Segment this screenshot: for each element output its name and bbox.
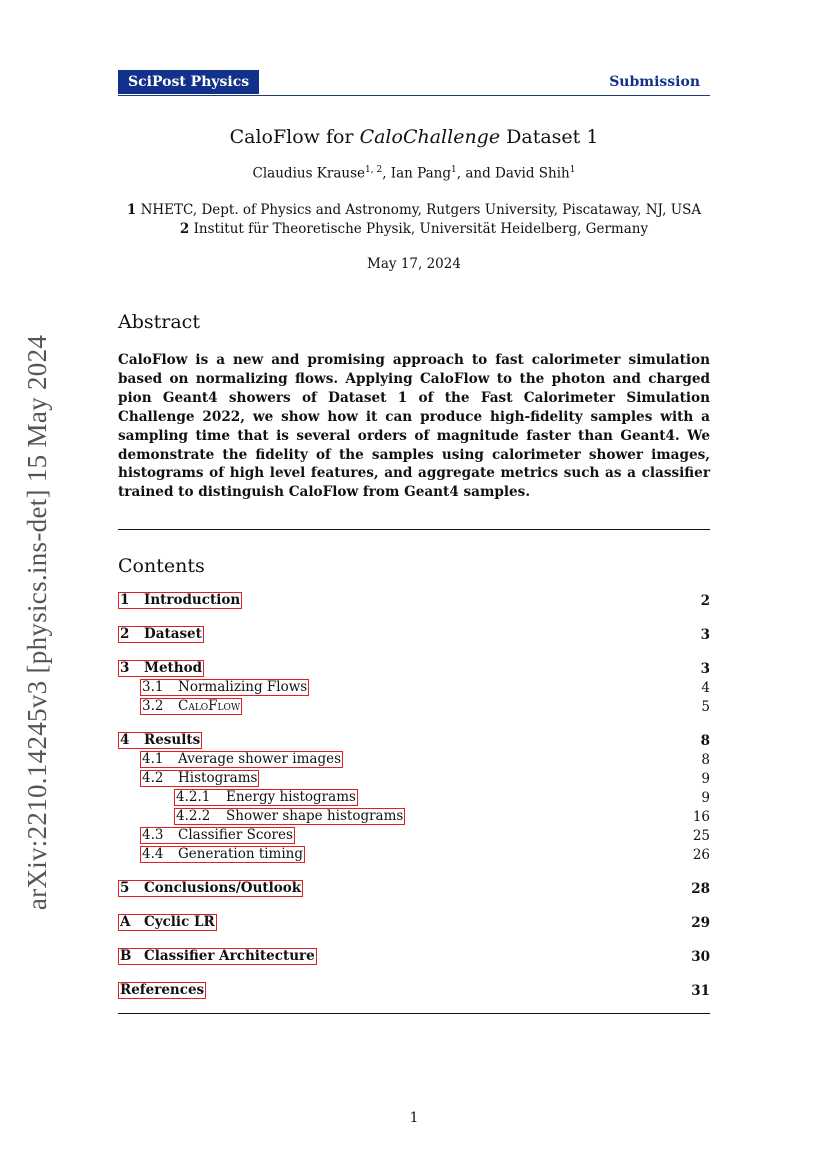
toc-entry xyxy=(118,789,710,807)
toc-link[interactable] xyxy=(174,789,358,806)
toc-label: Conclusions/Outlook xyxy=(144,880,302,896)
toc-label: Method xyxy=(144,660,203,676)
toc-number: 1 xyxy=(120,592,130,608)
affiliation-number: 2 xyxy=(179,221,190,237)
toc-entry xyxy=(118,626,710,644)
toc-number: 3.2 xyxy=(142,698,164,714)
title-part-1: CaloFlow for xyxy=(229,126,360,148)
author-separator: , and xyxy=(456,165,496,182)
toc-link[interactable] xyxy=(140,770,259,787)
toc-link[interactable] xyxy=(140,827,295,844)
submission-label: Submission xyxy=(609,74,700,90)
toc-page-number: 8 xyxy=(701,752,710,768)
page-header xyxy=(118,70,710,96)
divider xyxy=(118,1013,710,1014)
author-list xyxy=(118,165,710,182)
toc-page-number: 31 xyxy=(691,983,710,999)
arxiv-stamp xyxy=(20,322,56,922)
toc-entry xyxy=(118,880,710,898)
title-italic: CaloChallenge xyxy=(359,126,501,148)
toc-label: Introduction xyxy=(144,592,241,608)
paper-date: May 17, 2024 xyxy=(367,256,461,272)
toc-entry xyxy=(118,698,710,716)
author-separator: , xyxy=(382,165,391,182)
toc-number: 4.3 xyxy=(142,827,164,843)
toc-entry xyxy=(118,914,710,932)
journal-name: SciPost Physics xyxy=(118,70,259,94)
affiliation-text: Institut für Theoretische Physik, Universität Heidelberg, Germany xyxy=(189,221,649,237)
toc-label: Classifier Scores xyxy=(178,827,293,843)
author-name: Claudius Krause xyxy=(252,165,365,182)
author-affil-mark: 1 xyxy=(569,165,576,175)
toc-link[interactable] xyxy=(118,982,206,999)
toc-number: 4 xyxy=(120,732,130,748)
page-number: 1 xyxy=(409,1110,419,1126)
toc-number: 4.2.1 xyxy=(176,789,211,805)
affiliation-line xyxy=(118,220,710,239)
toc-number: 4.2 xyxy=(142,770,164,786)
toc-number: A xyxy=(120,914,131,930)
toc-label: Cyclic LR xyxy=(144,914,215,930)
arxiv-stamp-text: arXiv:2210.14245v3 [physics.ins-det] 15 May 2024 xyxy=(22,334,53,910)
toc-link[interactable] xyxy=(118,732,202,749)
affiliation-text: NHETC, Dept. of Physics and Astronomy, Rutgers University, Piscataway, NJ, USA xyxy=(136,202,702,218)
toc-number: 2 xyxy=(120,626,130,642)
toc-number: 4.4 xyxy=(142,846,164,862)
toc-entry xyxy=(118,827,710,845)
author-affil-mark: 1 xyxy=(451,165,457,175)
toc-link[interactable] xyxy=(140,846,305,863)
toc-page-number: 4 xyxy=(701,680,710,696)
toc-link[interactable] xyxy=(118,660,204,677)
toc-number: 3 xyxy=(120,660,130,676)
toc-number: B xyxy=(120,948,132,964)
toc-label: Shower shape histograms xyxy=(226,808,404,824)
author-affil-mark: 1, 2 xyxy=(365,165,383,175)
toc-number: 4.2.2 xyxy=(176,808,211,824)
toc-label: Generation timing xyxy=(178,846,304,862)
toc-page-number: 30 xyxy=(691,949,710,965)
abstract-text: CaloFlow is a new and promising approach to fast calorimeter simulation based on normalizing flows. Applying CaloFlow to the photon and charged pion Geant4 showers of Dataset 1 of the Fast Calorimeter Simulation Challenge 2022, we show how it can produce high-fidelity samples with a sampling time that is several orders of magnitude faster than Geant4. We demonstrate the fidelity of the samples using calorimeter shower images, histograms of high level features, and aggregate metrics such as a classifier trained to distinguish CaloFlow from Geant4 samples. xyxy=(118,352,710,501)
toc-label: Classifier Architecture xyxy=(144,948,315,964)
toc-page-number: 16 xyxy=(692,809,710,825)
toc-page-number: 5 xyxy=(701,699,710,715)
toc-page-number: 26 xyxy=(692,847,710,863)
toc-entry xyxy=(118,948,710,966)
author-name: Ian Pang xyxy=(390,165,452,182)
toc-label: Histograms xyxy=(178,770,258,786)
abstract-heading: Abstract xyxy=(118,311,200,333)
toc-link[interactable] xyxy=(174,808,405,825)
author-name: David Shih xyxy=(495,165,570,182)
toc-page-number: 29 xyxy=(691,915,710,931)
paper-title xyxy=(118,126,710,148)
title-part-2: Dataset 1 xyxy=(500,126,599,148)
toc-label: CaloFlow xyxy=(178,698,241,714)
toc-link[interactable] xyxy=(118,592,242,609)
toc-entry xyxy=(118,982,710,1000)
toc-label: Energy histograms xyxy=(226,789,356,805)
toc-label: Average shower images xyxy=(178,751,342,767)
toc-entry xyxy=(118,770,710,788)
toc-entry xyxy=(118,732,710,750)
toc-page-number: 28 xyxy=(691,881,710,897)
divider xyxy=(118,529,710,530)
toc-entry xyxy=(118,808,710,826)
affiliations xyxy=(118,201,710,239)
toc-number: 5 xyxy=(120,880,130,896)
toc-label: Dataset xyxy=(144,626,202,642)
toc-link[interactable] xyxy=(118,948,317,965)
toc-label: Results xyxy=(144,732,201,748)
toc-entry xyxy=(118,751,710,769)
toc-link[interactable] xyxy=(118,880,303,897)
toc-entry xyxy=(118,846,710,864)
toc-link[interactable] xyxy=(140,679,309,696)
toc-label: Normalizing Flows xyxy=(178,679,308,695)
toc-page-number: 3 xyxy=(700,661,710,677)
toc-page-number: 8 xyxy=(700,733,710,749)
toc-link[interactable] xyxy=(140,751,343,768)
toc-entry xyxy=(118,660,710,678)
toc-page-number: 25 xyxy=(692,828,710,844)
toc-entry xyxy=(118,592,710,610)
toc-page-number: 9 xyxy=(701,771,710,787)
toc-number: 4.1 xyxy=(142,751,164,767)
toc-page-number: 2 xyxy=(700,593,710,609)
affiliation-line xyxy=(118,201,710,220)
toc-label: References xyxy=(120,982,205,998)
affiliation-number: 1 xyxy=(126,202,137,218)
toc-page-number: 9 xyxy=(701,790,710,806)
toc-link[interactable] xyxy=(140,698,242,715)
toc-link[interactable] xyxy=(118,626,204,643)
toc-link[interactable] xyxy=(118,914,217,931)
contents-heading: Contents xyxy=(118,555,205,577)
toc-number: 3.1 xyxy=(142,679,164,695)
toc-entry xyxy=(118,679,710,697)
toc-page-number: 3 xyxy=(700,627,710,643)
